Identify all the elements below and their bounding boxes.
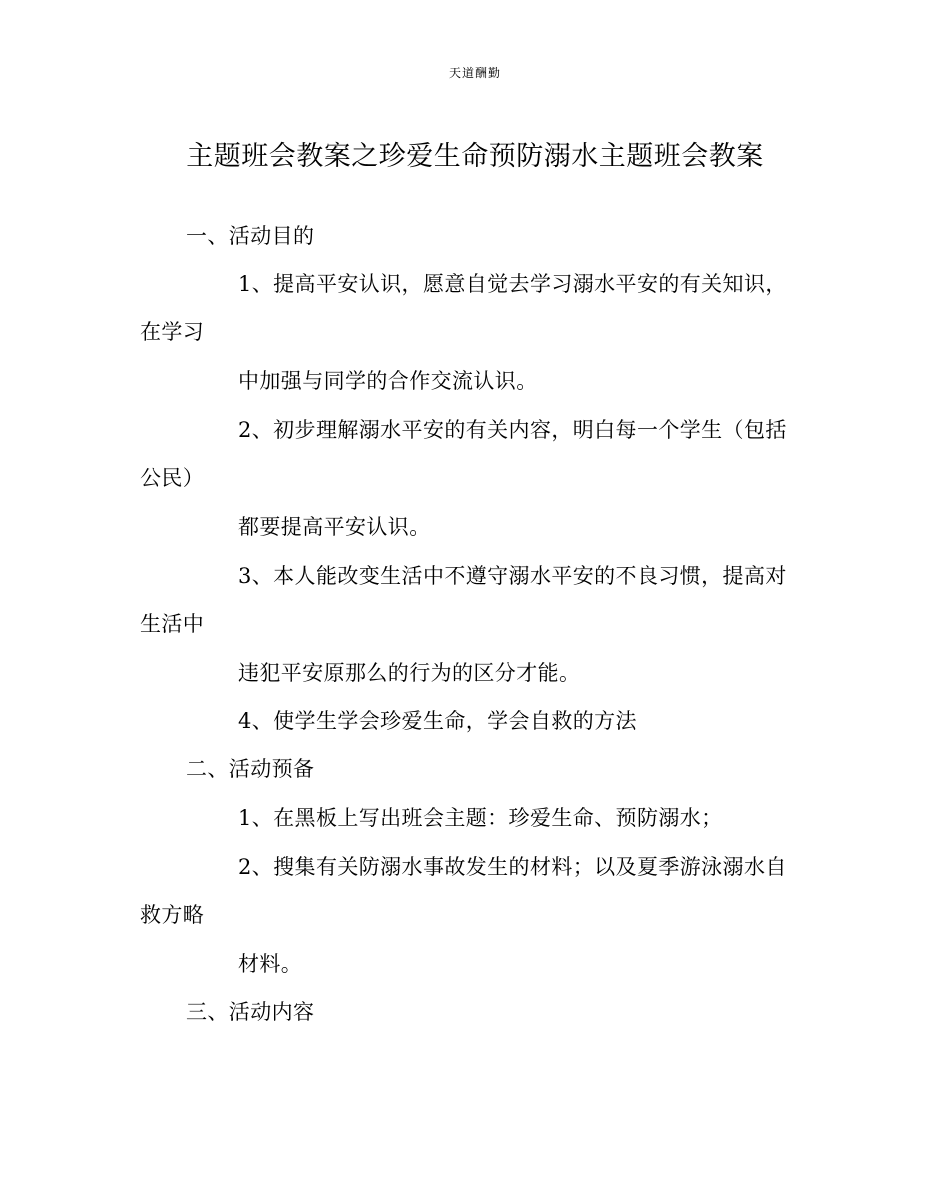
paragraph-line: 1、在黑板上写出班会主题：珍爱生命、预防溺水； — [238, 806, 723, 830]
document-title: 主题班会教案之珍爱生命预防溺水主题班会教案 — [186, 141, 764, 172]
section-heading-preparation: 二、活动预备 — [186, 757, 315, 781]
paragraph-line: 公民） — [140, 466, 205, 490]
paragraph-line: 3、本人能改变生活中不遵守溺水平安的不良习惯，提高对 — [238, 564, 787, 588]
paragraph-line: 2、初步理解溺水平安的有关内容，明白每一个学生（包括 — [238, 418, 787, 442]
paragraph-line: 在学习 — [140, 320, 205, 344]
paragraph-line: 救方略 — [140, 903, 205, 927]
section-heading-goals: 一、活动目的 — [186, 224, 315, 248]
paragraph-line: 违犯平安原那么的行为的区分才能。 — [238, 661, 581, 685]
paragraph-line: 4、使学生学会珍爱生命，学会自救的方法 — [238, 709, 637, 733]
paragraph-line: 生活中 — [140, 612, 205, 636]
paragraph-line: 都要提高平安认识。 — [238, 515, 431, 539]
section-heading-content: 三、活动内容 — [186, 1000, 315, 1024]
paragraph-line: 2、搜集有关防溺水事故发生的材料；以及夏季游泳溺水自 — [238, 855, 787, 879]
paragraph-line: 1、提高平安认识，愿意自觉去学习溺水平安的有关知识， — [238, 272, 787, 296]
paragraph-line: 中加强与同学的合作交流认识。 — [238, 369, 538, 393]
page-header: 天道酬勤 — [448, 66, 501, 80]
paragraph-line: 材料。 — [238, 952, 303, 976]
